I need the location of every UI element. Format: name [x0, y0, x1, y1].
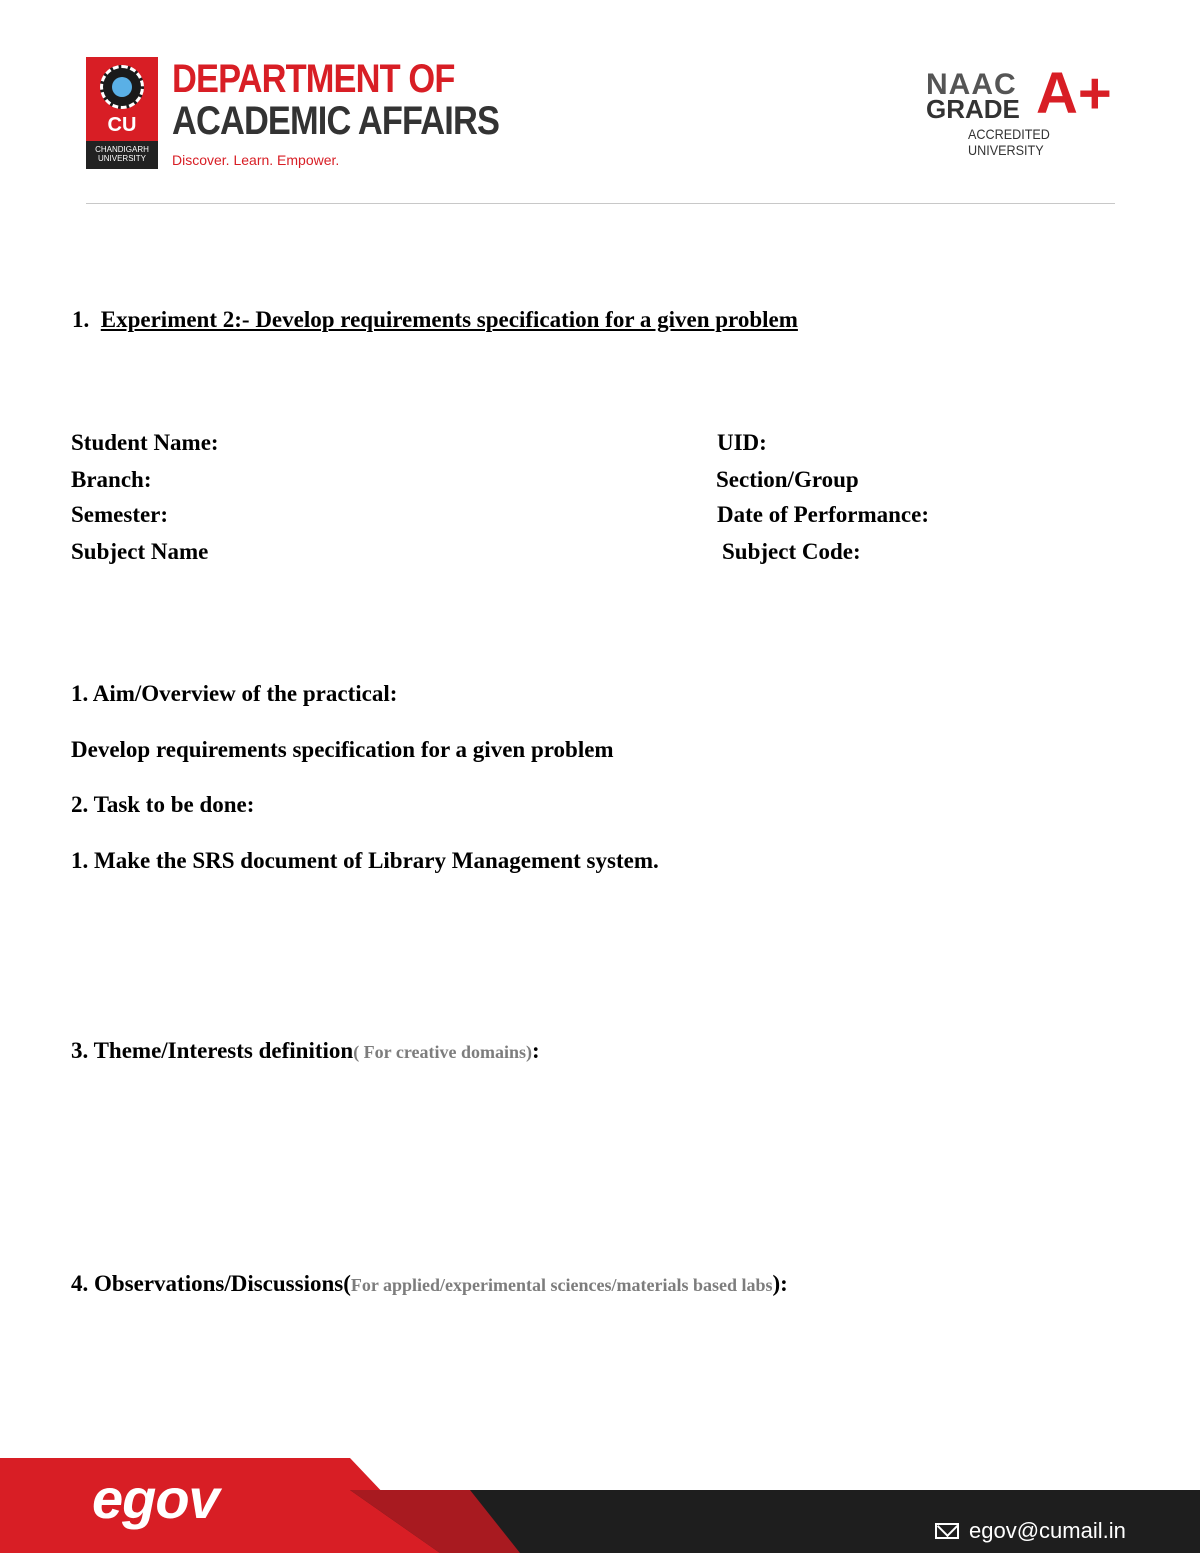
subject-code-label: Subject Code:: [722, 539, 861, 564]
branch-label: Branch:: [71, 467, 152, 492]
logo-cu-text: CU: [107, 114, 137, 136]
naac-grade-value: A+: [1036, 61, 1112, 126]
naac-grade-text: GRADE: [926, 94, 1020, 124]
header-divider: [86, 203, 1115, 204]
theme-heading-text: 3. Theme/Interests definition: [71, 1038, 354, 1063]
uid-label: UID:: [717, 430, 767, 455]
observations-heading: [71, 1271, 788, 1297]
footer-email[interactable]: [935, 1518, 1126, 1544]
department-title-line1: DEPARTMENT OF: [172, 57, 455, 101]
section-group-label: Section/Group: [716, 467, 859, 492]
observations-close: ):: [772, 1271, 788, 1296]
footer-email-text[interactable]: egov@cumail.in: [969, 1518, 1126, 1543]
subject-name-label: Subject Name: [71, 539, 209, 564]
cu-logo: [86, 57, 158, 169]
theme-note: ( For creative domains): [353, 1042, 532, 1062]
experiment-title-text: Experiment 2:- Develop requirements specification for a given problem: [100, 307, 798, 332]
naac-badge: [926, 61, 1126, 158]
tagline: Discover. Learn. Empower.: [172, 152, 340, 168]
task-heading: 2. Task to be done:: [71, 792, 255, 817]
mail-icon: [935, 1523, 959, 1539]
observations-heading-text: 4. Observations/Discussions(: [71, 1271, 351, 1296]
department-title-line2: ACADEMIC AFFAIRS: [172, 99, 500, 143]
experiment-number: 1.: [72, 307, 90, 332]
department-title: [172, 58, 499, 142]
task-text: 1. Make the SRS document of Library Management system.: [71, 848, 659, 873]
semester-label: Semester:: [71, 502, 169, 527]
aim-text: Develop requirements specification for a given problem: [71, 737, 614, 762]
theme-colon: :: [531, 1038, 540, 1063]
theme-heading: [71, 1038, 540, 1064]
page-header: [0, 0, 1200, 210]
logo-university-text: CHANDIGARH UNIVERSITY: [95, 145, 149, 163]
student-name-label: Student Name:: [71, 430, 219, 455]
aim-heading: 1. Aim/Overview of the practical:: [71, 681, 398, 706]
naac-accredited-text: ACCREDITED UNIVERSITY: [968, 126, 1050, 158]
observations-note: For applied/experimental sciences/materials based labs: [350, 1275, 773, 1295]
naac-text: NAAC: [926, 68, 1017, 101]
egov-logo: egov: [92, 1467, 219, 1530]
page-footer: [0, 1458, 1200, 1553]
experiment-title: [72, 307, 798, 333]
date-of-performance-label: Date of Performance:: [717, 502, 929, 527]
